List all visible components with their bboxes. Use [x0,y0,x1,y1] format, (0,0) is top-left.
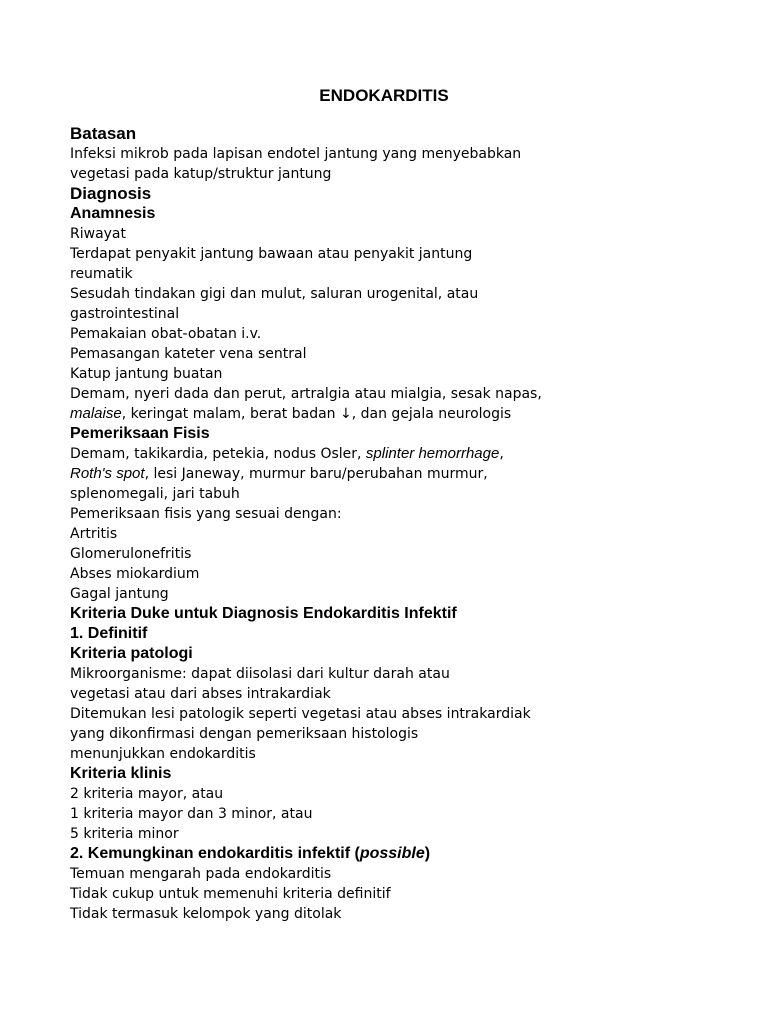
italic-splinter: splinter hemorrhage [365,445,500,462]
anamnesis-line: Pemasangan kateter vena sentral [70,346,307,362]
fisis-line-1-text: Demam, takikardia, petekia, nodus Osler, [70,446,366,462]
italic-roths-spot: Roth's spot [70,465,145,482]
italic-possible: possible [359,845,425,862]
anamnesis-line: Demam, nyeri dada dan perut, artralgia atau mialgia, sesak napas, [70,386,542,402]
fisis-line: Abses miokardium [70,566,200,582]
fisis-line: splenomegali, jari tabuh [70,486,240,502]
anamnesis-line: Riwayat [70,226,126,242]
patologi-line: menunjukkan endokarditis [70,746,256,762]
patologi-line: vegetasi atau dari abses intrakardiak [70,686,331,702]
heading-pemeriksaan-fisis: Pemeriksaan Fisis [70,425,210,442]
fisis-line-1-tail: , [499,446,504,462]
fisis-line: Pemeriksaan fisis yang sesuai dengan: [70,506,342,522]
fisis-line: Glomerulonefritis [70,546,192,562]
klinis-line: 2 kriteria mayor, atau [70,786,224,802]
heading-diagnosis: Diagnosis [70,184,152,203]
anamnesis-line: Katup jantung buatan [70,366,223,382]
anamnesis-line-malaise [70,404,750,424]
heading-anamnesis: Anamnesis [70,205,156,222]
kemungkinan-line: Temuan mengarah pada endokarditis [70,866,332,882]
fisis-line: Gagal jantung [70,586,169,602]
kemungkinan-line: Tidak cukup untuk memenuhi kriteria definitif [70,886,391,902]
kemungkinan-heading-text: 2. Kemungkinan endokarditis infektif ( [70,845,360,862]
kemungkinan-line: Tidak termasuk kelompok yang ditolak [70,906,342,922]
heading-batasan: Batasan [70,124,137,143]
anamnesis-line: gastrointestinal [70,306,180,322]
klinis-line: 1 kriteria mayor dan 3 minor, atau [70,806,313,822]
anamnesis-line-rest: , keringat malam, berat badan ↓, dan gejala neurologis [121,406,512,422]
fisis-line-2-text: , lesi Janeway, murmur baru/perubahan murmur, [144,466,488,482]
kemungkinan-heading-tail: ) [424,845,431,862]
heading-kriteria-duke: Kriteria Duke untuk Diagnosis Endokarditis Infektif [70,605,457,622]
patologi-line: Mikroorganisme: dapat diisolasi dari kultur darah atau [70,666,450,682]
fisis-line: Artritis [70,526,118,542]
document-body [70,124,750,924]
anamnesis-line: Pemakaian obat-obatan i.v. [70,326,262,342]
italic-malaise: malaise [70,405,122,422]
anamnesis-line: Terdapat penyakit jantung bawaan atau penyakit jantung [70,246,473,262]
anamnesis-line: Sesudah tindakan gigi dan mulut, saluran urogenital, atau [70,286,479,302]
fisis-line-1 [70,444,750,464]
heading-definitif: 1. Definitif [70,625,148,642]
patologi-line: yang dikonfirmasi dengan pemeriksaan histologis [70,726,419,742]
heading-kriteria-klinis: Kriteria klinis [70,765,172,782]
heading-kemungkinan [70,844,750,864]
anamnesis-line: reumatik [70,266,133,282]
klinis-line: 5 kriteria minor [70,826,179,842]
batasan-line: vegetasi pada katup/struktur jantung [70,166,332,182]
patologi-line: Ditemukan lesi patologik seperti vegetasi atau abses intrakardiak [70,706,531,722]
batasan-line: Infeksi mikrob pada lapisan endotel jantung yang menyebabkan [70,146,522,162]
heading-kriteria-patologi: Kriteria patologi [70,645,193,662]
fisis-line-2 [70,464,750,484]
document-title: ENDOKARDITIS [319,86,449,105]
